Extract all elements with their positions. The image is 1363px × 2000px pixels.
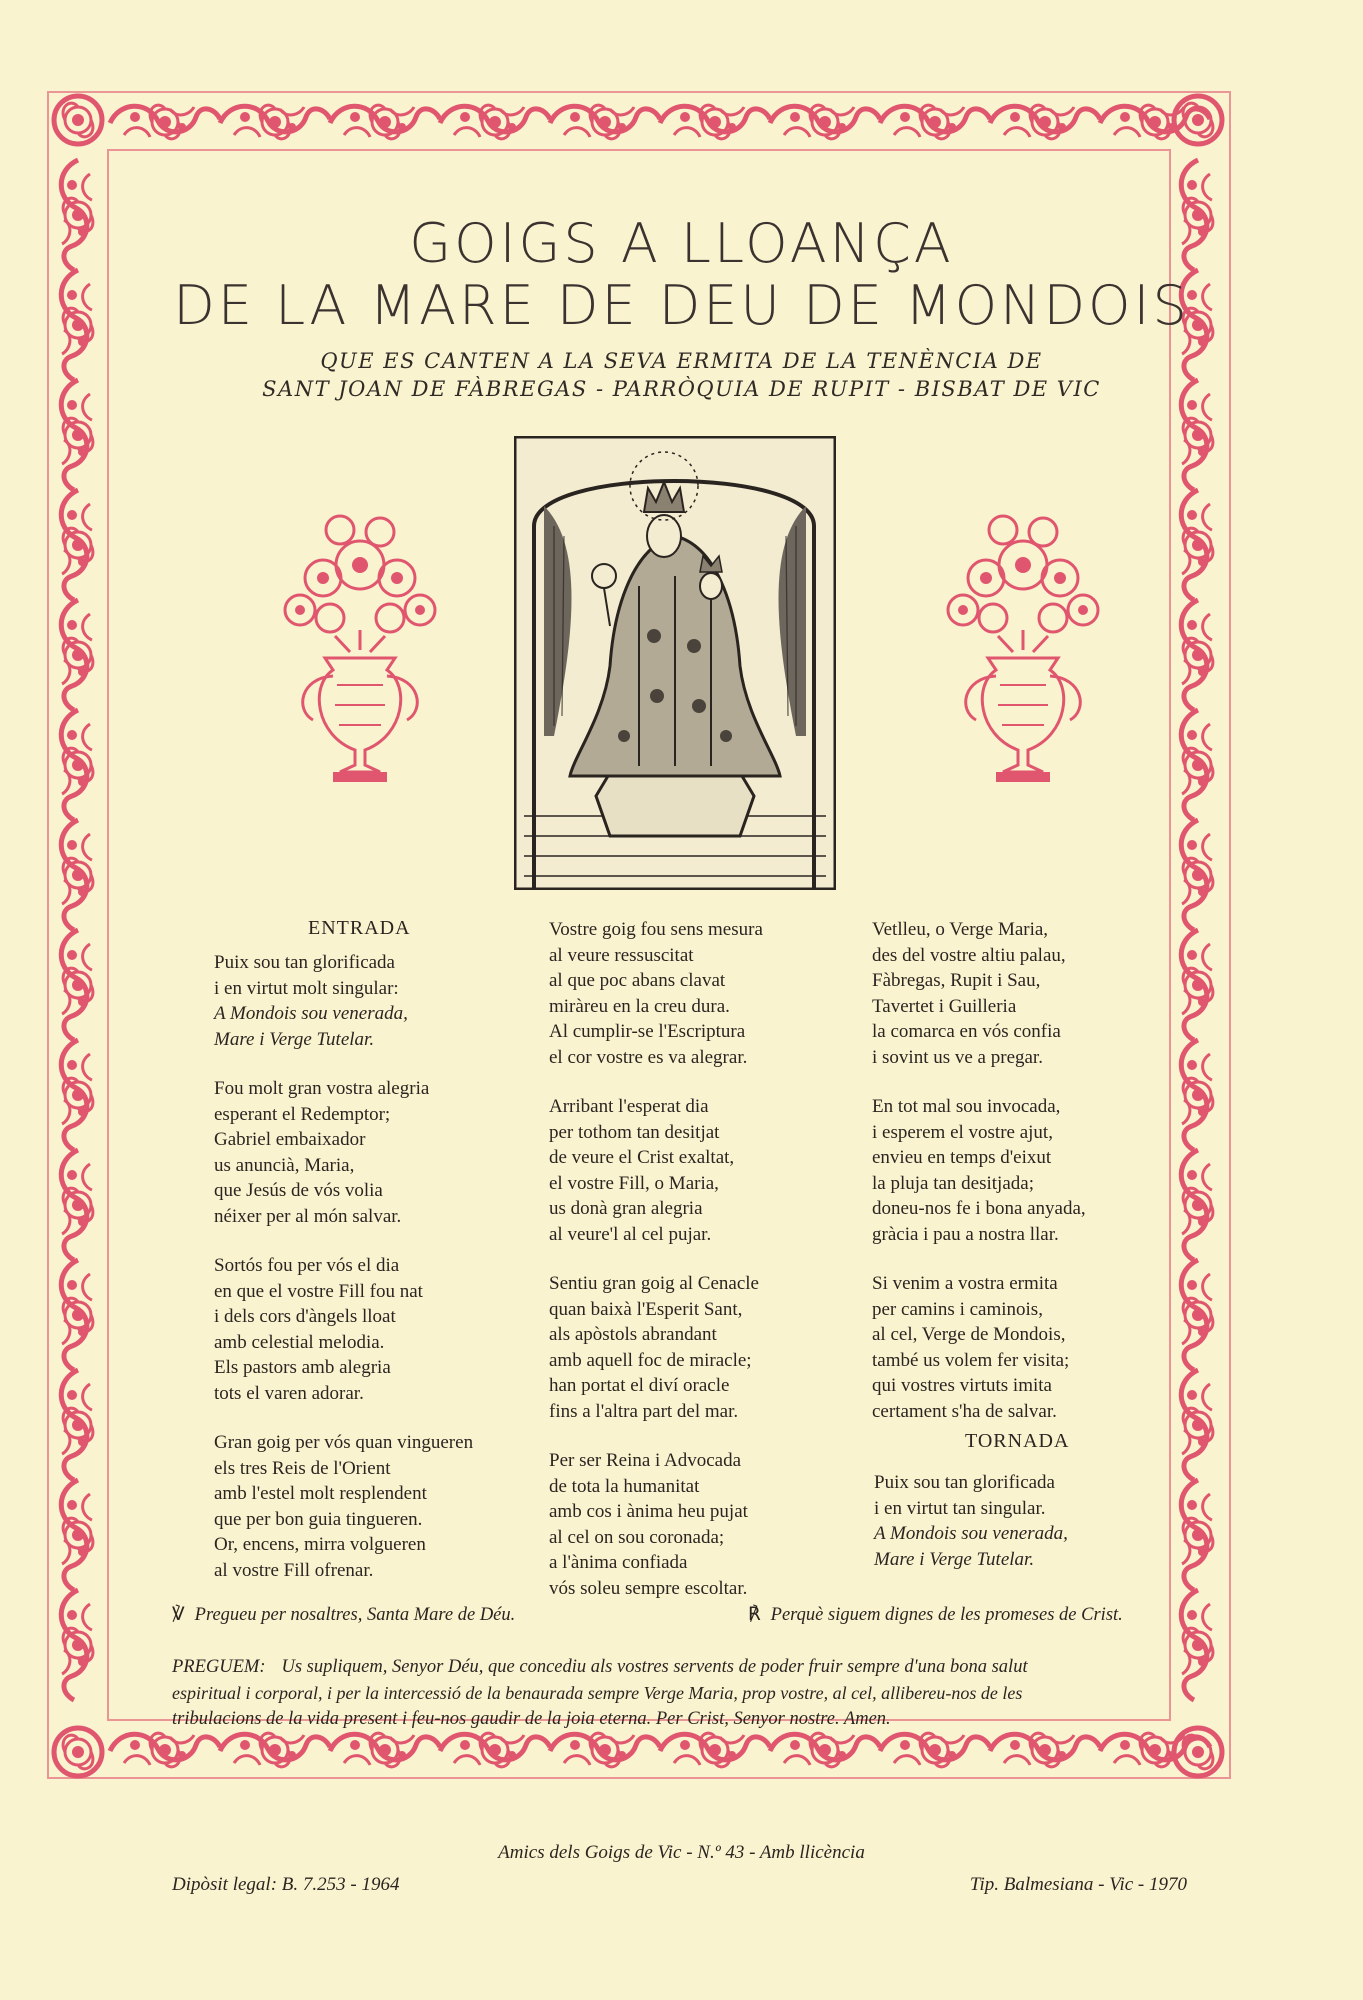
verse-line: per tothom tan desitjat bbox=[549, 1121, 720, 1143]
footer-center: Amics dels Goigs de Vic - N.º 43 - Amb llicència bbox=[498, 1842, 865, 1863]
stanza bbox=[214, 950, 473, 1052]
stanza bbox=[549, 1271, 763, 1424]
stanza bbox=[872, 1271, 1086, 1424]
verse-line: gràcia i pau a nostra llar. bbox=[872, 1223, 1059, 1245]
verse-line: que per bon guia tingueren. bbox=[214, 1508, 423, 1530]
stanza bbox=[872, 1094, 1086, 1247]
stanza bbox=[872, 917, 1086, 1070]
verse-line: els tres Reis de l'Orient bbox=[214, 1457, 391, 1479]
verse-line: Tavertet i Guilleria bbox=[872, 995, 1017, 1017]
versicle-symbol: ℣ bbox=[172, 1605, 185, 1625]
subtitle-line-2: SANT JOAN DE FÀBREGAS - PARRÒQUIA DE RUPIT - BISBAT DE VIC bbox=[262, 377, 1101, 401]
verse-line: néixer per al món salvar. bbox=[214, 1205, 402, 1227]
verse-line: En tot mal sou invocada, bbox=[872, 1096, 1061, 1117]
tornada-stanza bbox=[874, 1470, 1068, 1596]
verse-line: Al cumplir-se l'Escriptura bbox=[549, 1021, 746, 1042]
column-1 bbox=[214, 950, 473, 1607]
response bbox=[748, 1604, 1123, 1626]
verse-line: i en virtut tan singular. bbox=[874, 1497, 1046, 1519]
prayer-line-1: Us supliquem, Senyor Déu, que concediu als vostres servents de poder fruir sempre d'una bona salut bbox=[281, 1657, 1028, 1677]
verse-line: A Mondois sou venerada, bbox=[214, 1003, 408, 1024]
verse-line: Si venim a vostra ermita bbox=[872, 1273, 1058, 1294]
verse-line: als apòstols abrandant bbox=[549, 1324, 717, 1345]
verse-line: i sovint us ve a pregar. bbox=[872, 1046, 1043, 1068]
column-2 bbox=[549, 917, 763, 1625]
verse-line: de tota la humanitat bbox=[549, 1475, 700, 1497]
verse-line: amb l'estel molt resplendent bbox=[214, 1483, 427, 1504]
verse-line: Mare i Verge Tutelar. bbox=[874, 1548, 1035, 1570]
verse-line: al cel on sou coronada; bbox=[549, 1526, 725, 1548]
verse-line: vós soleu sempre escoltar. bbox=[549, 1577, 748, 1599]
entrada-heading: ENTRADA bbox=[308, 917, 411, 939]
verse-line: Or, encens, mirra volgueren bbox=[214, 1534, 426, 1555]
title-line-1: GOIGS A LLOANÇA bbox=[409, 212, 954, 275]
border-ornament bbox=[63, 103, 93, 137]
verse-line: A Mondois sou venerada, bbox=[874, 1523, 1068, 1544]
prayer-line-3: tribulacions de la vida present i feu-nos gaudir de la joia eterna. Per Crist, Senyor nostre. Amen. bbox=[172, 1709, 891, 1729]
response-symbol: ℟ bbox=[748, 1605, 761, 1625]
verse-line: tots el varen adorar. bbox=[214, 1382, 364, 1404]
stanza bbox=[214, 1253, 473, 1406]
versicle-text: Pregueu per nosaltres, Santa Mare de Déu. bbox=[194, 1605, 516, 1625]
verse-line: us donà gran alegria bbox=[549, 1198, 703, 1219]
tornada-heading: TORNADA bbox=[965, 1430, 1070, 1452]
verse-line: la comarca en vós confia bbox=[872, 1021, 1061, 1042]
verse-line: en que el vostre Fill fou nat bbox=[214, 1280, 423, 1302]
printer-credit: Tip. Balmesiana - Vic - 1970 bbox=[969, 1874, 1187, 1895]
verse-line: al vostre Fill ofrenar. bbox=[214, 1559, 374, 1581]
verse-line: amb cos i ànima heu pujat bbox=[549, 1501, 748, 1522]
verse-line: amb aquell foc de miracle; bbox=[549, 1349, 752, 1371]
stanza bbox=[549, 1448, 763, 1601]
verse-line: doneu-nos fe i bona anyada, bbox=[872, 1198, 1086, 1219]
prayer-block bbox=[172, 1654, 1187, 1732]
verse-line: han portat el diví oracle bbox=[549, 1375, 730, 1396]
verse-line: certament s'ha de salvar. bbox=[872, 1400, 1057, 1422]
virgin-woodcut-image bbox=[514, 436, 836, 890]
stanza bbox=[549, 917, 763, 1070]
stanza bbox=[214, 1430, 473, 1583]
verse-line: Per ser Reina i Advocada bbox=[549, 1450, 742, 1471]
verse-line: Sentiu gran goig al Cenacle bbox=[549, 1273, 759, 1294]
border-ornament bbox=[63, 1735, 93, 1769]
verse-line: esperant el Redemptor; bbox=[214, 1103, 391, 1125]
verse-line: al cel, Verge de Mondois, bbox=[872, 1324, 1066, 1345]
verse-line: a l'ànima confiada bbox=[549, 1552, 688, 1573]
verse-line: la pluja tan desitjada; bbox=[872, 1172, 1034, 1194]
verse-line: i esperem el vostre ajut, bbox=[872, 1121, 1053, 1143]
stanza bbox=[874, 1470, 1068, 1572]
verse-line: el vostre Fill, o Maria, bbox=[549, 1172, 719, 1194]
verse-line: i dels cors d'àngels lloat bbox=[214, 1306, 396, 1327]
verse-line: Mare i Verge Tutelar. bbox=[214, 1028, 375, 1050]
verse-line: Puix sou tan glorificada bbox=[214, 952, 395, 973]
verse-line: us anuncià, Maria, bbox=[214, 1154, 355, 1176]
verse-line: amb celestial melodia. bbox=[214, 1331, 385, 1353]
verse-line: de veure el Crist exaltat, bbox=[549, 1147, 735, 1168]
verse-line: Els pastors amb alegria bbox=[214, 1357, 391, 1378]
versicle bbox=[172, 1604, 515, 1626]
left-flower-vase-image bbox=[255, 510, 465, 788]
verse-line: Puix sou tan glorificada bbox=[874, 1472, 1055, 1493]
verse-line: qui vostres virtuts imita bbox=[872, 1375, 1052, 1396]
column-3 bbox=[872, 917, 1086, 1448]
right-flower-vase-image bbox=[918, 510, 1128, 788]
verse-line: el cor vostre es va alegrar. bbox=[549, 1046, 748, 1068]
prayer-label: PREGUEM: bbox=[172, 1657, 266, 1677]
prayer-line-2: espiritual i corporal, i per la intercessió de la benaurada sempre Verge Maria, prop vostre, al cel, allibereu-nos de les bbox=[172, 1683, 1023, 1703]
verse-line: Fou molt gran vostra alegria bbox=[214, 1078, 430, 1099]
verse-line: Fàbregas, Rupit i Sau, bbox=[872, 970, 1041, 991]
verse-line: al veure'l al cel pujar. bbox=[549, 1223, 712, 1245]
verse-line: Sortós fou per vós el dia bbox=[214, 1255, 400, 1276]
verse-line: quan baixà l'Esperit Sant, bbox=[549, 1298, 743, 1320]
verse-line: envieu en temps d'eixut bbox=[872, 1147, 1052, 1168]
border-ornament bbox=[1183, 103, 1213, 137]
verse-line: que Jesús de vós volia bbox=[214, 1180, 383, 1201]
verse-line: Vetlleu, o Verge Maria, bbox=[872, 919, 1049, 940]
legal-deposit: Dipòsit legal: B. 7.253 - 1964 bbox=[172, 1874, 400, 1895]
verse-line: Arribant l'esperat dia bbox=[549, 1096, 709, 1117]
verse-line: al veure ressuscitat bbox=[549, 944, 694, 966]
verse-line: Gran goig per vós quan vingueren bbox=[214, 1432, 474, 1453]
verse-line: al que poc abans clavat bbox=[549, 970, 726, 991]
verse-line: fins a l'altra part del mar. bbox=[549, 1400, 739, 1422]
verse-line: des del vostre altiu palau, bbox=[872, 944, 1066, 966]
verse-line: Gabriel embaixador bbox=[214, 1129, 366, 1150]
verse-line: Vostre goig fou sens mesura bbox=[549, 919, 763, 940]
verse-line: també us volem fer visita; bbox=[872, 1349, 1070, 1371]
subtitle-line-1: QUE ES CANTEN A LA SEVA ERMITA DE LA TENÈNCIA DE bbox=[320, 349, 1043, 373]
verse-line: per camins i caminois, bbox=[872, 1298, 1043, 1320]
stanza bbox=[214, 1076, 473, 1229]
verse-line: miràreu en la creu dura. bbox=[549, 995, 730, 1017]
response-text: Perquè siguem dignes de les promeses de Crist. bbox=[770, 1605, 1123, 1625]
stanza bbox=[549, 1094, 763, 1247]
verse-line: i en virtut molt singular: bbox=[214, 977, 399, 999]
title-line-2: DE LA MARE DE DEU DE MONDOIS bbox=[173, 274, 1190, 337]
